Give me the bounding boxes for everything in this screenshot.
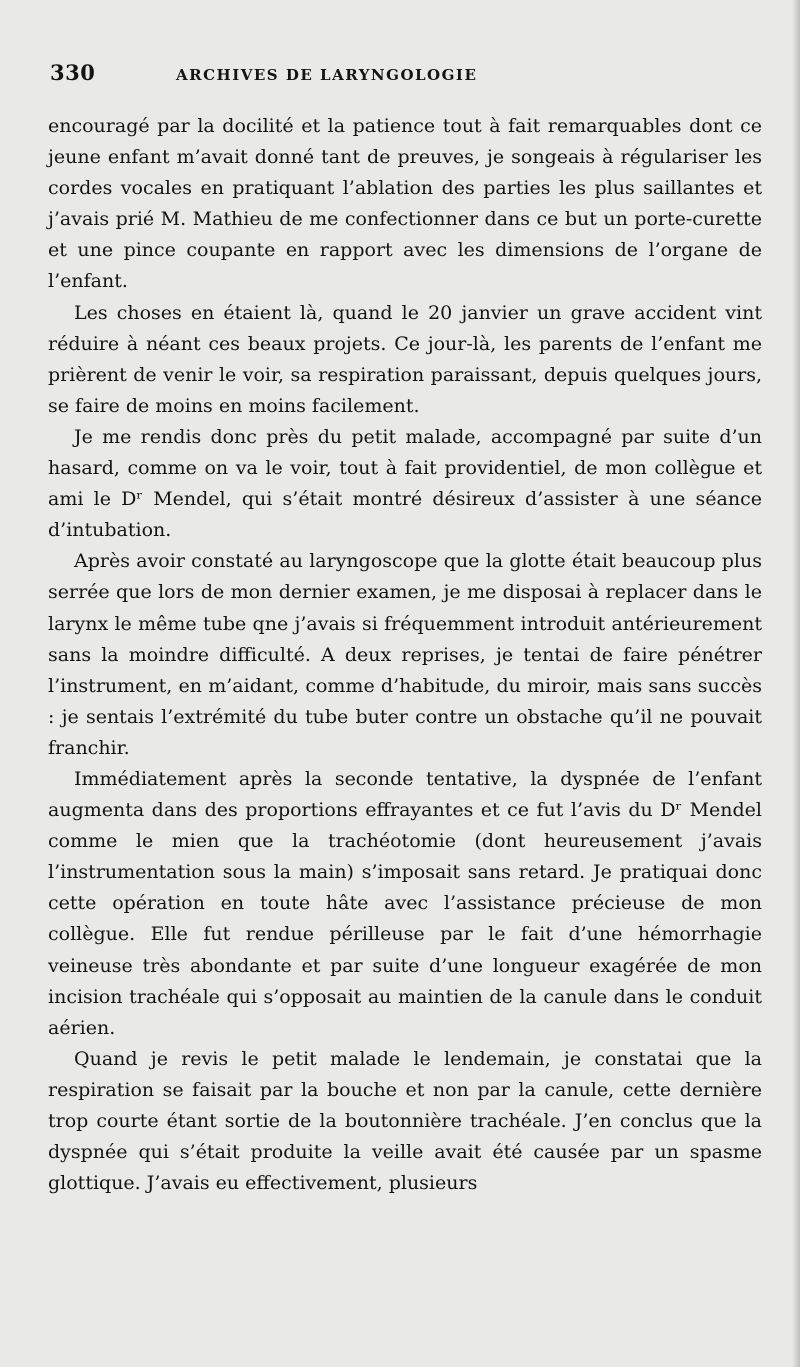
paragraph: Les choses en étaient là, quand le 20 janvier un grave accident vint réduire à néant ces beaux projets. Ce jour-là, les parents de l’enfant me prièrent de venir le voir, sa respiration paraissant, depuis quelques jours, se faire de moins en moins facilement. [48,301,762,417]
page-number: 330 [50,60,96,85]
page-header [48,60,762,85]
page-edge-shadow [792,0,800,1367]
paragraph: encouragé par la docilité et la patience tout à fait remarquables dont ce jeune enfant m’avait donné tant de preuves, je songeais à régulariser les cordes vocales en pratiquant l’ablation des parties les plus saillantes et j’avais prié M. Mathieu de me confectionner dans ce but un porte-curette et une pince coupante en rapport avec les dimensions de l’organe de l’enfant. [48,115,762,293]
paragraph: Immédiatement après la seconde tentative, la dyspnée de l’enfant augmenta dans des proportions effrayantes et ce fut l’avis du Dʳ Mendel comme le mien que la trachéotomie (dont heureusement j’avais l’instrumentation sous la main) s’imposait sans retard. Je pratiquai donc cette opération en toute hâte avec l’assistance précieuse de mon collègue. Elle fut rendue périlleuse par le fait d’une hémorrhagie veineuse très abondante et par suite d’une longueur exagérée de mon incision trachéale qui s’opposait au maintien de la canule dans le conduit aérien. [48,767,762,1039]
paragraph: Je me rendis donc près du petit malade, accompagné par suite d’un hasard, comme on va le voir, tout à fait providentiel, de mon collègue et ami le Dʳ Mendel, qui s’était montré désireux d’assister à une séance d’intubation. [48,425,762,542]
paragraph: Quand je revis le petit malade le lendemain, je constatai que la respiration se faisait par la bouche et non par la canule, cette dernière trop courte étant sortie de la boutonnière trachéale. J’en conclus que la dyspnée qui s’était produite la veille avait été causée par un spasme glottique. J’avais eu effectivement, plusieurs [48,1047,762,1195]
body-text [48,111,762,1199]
paragraph: Après avoir constaté au laryngoscope que la glotte était beaucoup plus serrée que lors de mon dernier examen, je me disposai à replacer dans le larynx le même tube qne j’avais si fréquemment introduit antérieurement sans la moindre difficulté. A deux reprises, je tentai de faire pénétrer l’instrument, en m’aidant, comme d’habitude, du miroir, mais sans succès : je sentais l’extrémité du tube buter contre un obstache qu’il ne pouvait franchir. [48,550,762,759]
running-title: ARCHIVES DE LARYNGOLOGIE [176,66,478,84]
